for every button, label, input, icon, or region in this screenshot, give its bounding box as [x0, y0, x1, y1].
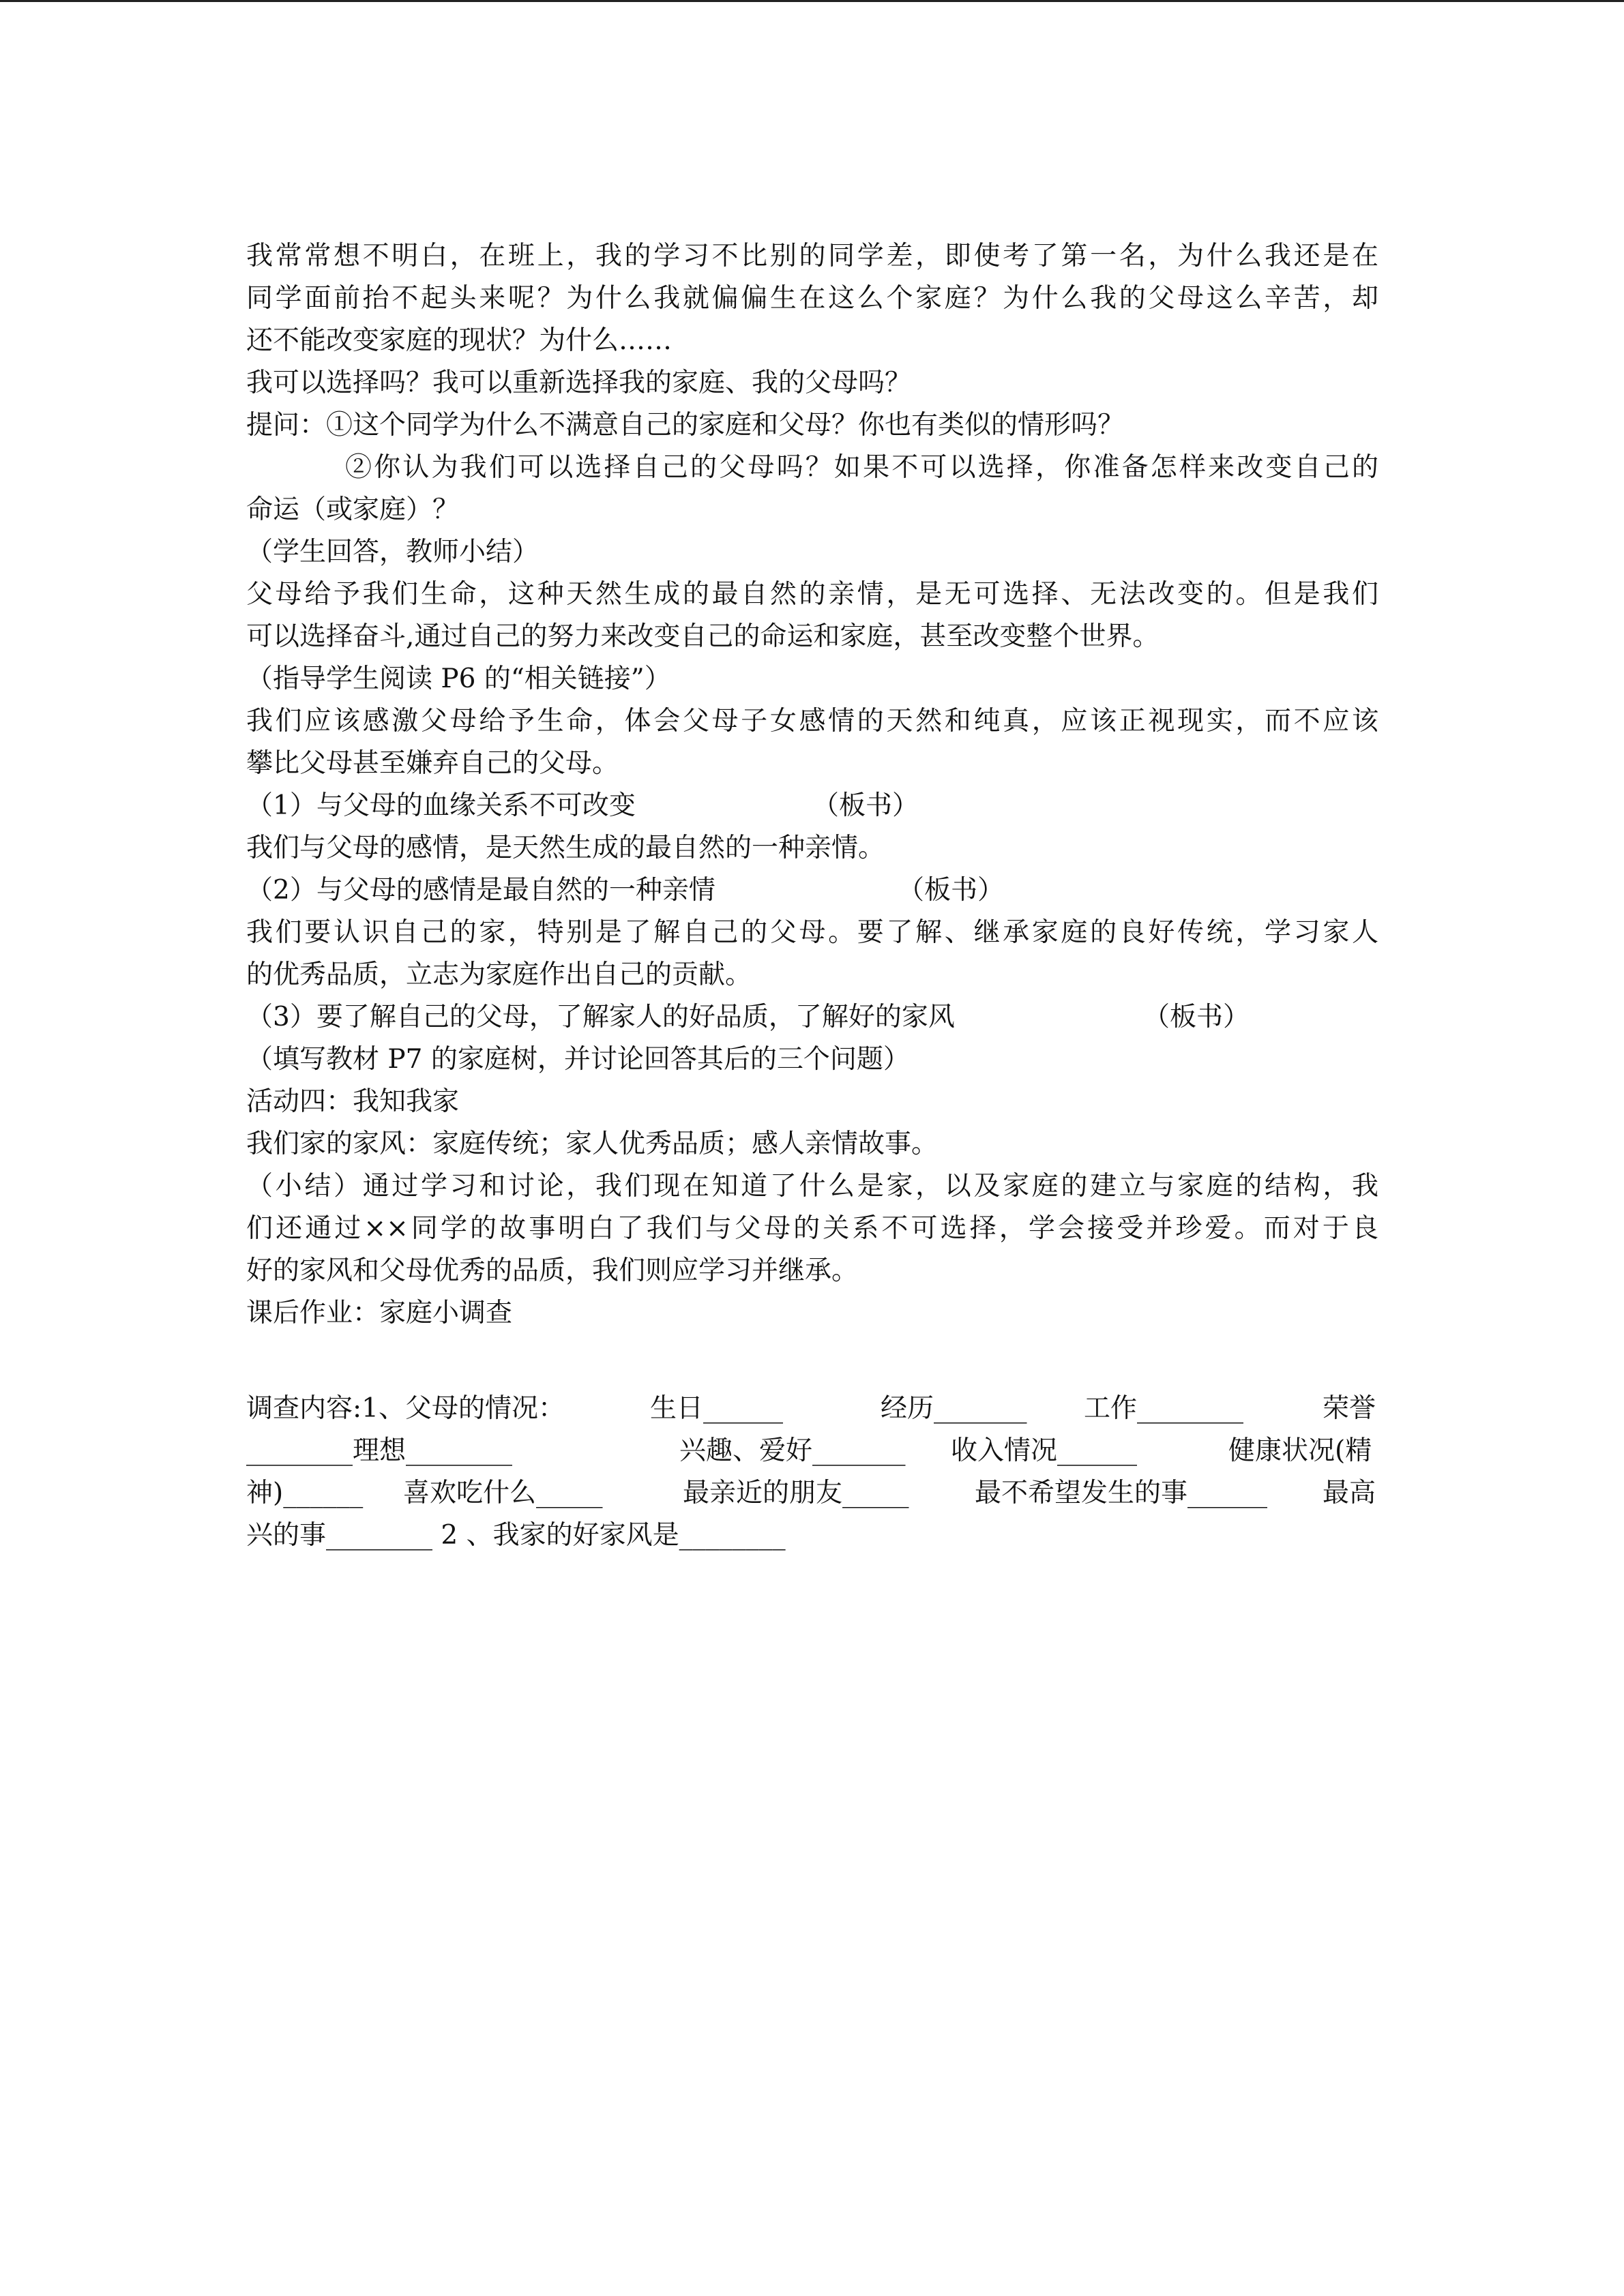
question-line: ②你认为我们可以选择自己的父母吗？如果不可以选择，你准备怎样来改变自己的: [345, 452, 1378, 483]
paragraph-line: （小结）通过学习和讨论，我们现在知道了什么是家，以及家庭的建立与家庭的结构，我: [246, 1171, 1378, 1202]
survey-line: [246, 1388, 1378, 1430]
paragraph-line: 可以选择奋斗,通过自己的努力来改变自己的命运和家庭，甚至改变整个世界。: [246, 621, 1160, 652]
board-note: （板书）: [898, 875, 1005, 906]
paragraph-line: 们还通过××同学的故事明白了我们与父母的关系不可选择，学会接受并珍爱。而对于良: [246, 1213, 1378, 1244]
paragraph-line: （填写教材 P7 的家庭树，并讨论回答其后的三个问题）: [246, 1044, 910, 1075]
paragraph-line: 我们要认识自己的家，特别是了解自己的父母。要了解、继承家庭的良好传统，学习家人: [246, 917, 1378, 948]
survey-line: [246, 1430, 1378, 1472]
heading-line: [246, 785, 1378, 827]
survey-item: 最不希望发生的事______: [975, 1478, 1268, 1508]
heading-line: [246, 869, 1378, 912]
homework-title: 课后作业：家庭小调查: [246, 1298, 513, 1328]
paragraph-line: 我们与父母的感情，是天然生成的最自然的一种亲情。: [246, 833, 885, 863]
paragraph-line: 的优秀品质，立志为家庭作出自己的贡献。: [246, 959, 752, 990]
survey-item: ________理想________: [246, 1435, 513, 1466]
survey-line: 兴的事________ 2 、我家的好家风是________: [246, 1520, 786, 1551]
paragraph-line: 攀比父母甚至嫌弃自己的父母。: [246, 748, 619, 779]
survey-item: 生日______: [650, 1393, 784, 1424]
heading-text: （1）与父母的血缘关系不可改变: [246, 790, 636, 821]
survey-item: 最亲近的朋友_____: [683, 1478, 909, 1508]
paragraph-line: 活动四：我知我家: [246, 1086, 460, 1117]
survey-item: 荣誉: [1323, 1393, 1376, 1424]
top-border-line: [0, 0, 1624, 2]
paragraph-line: 我常常想不明白，在班上，我的学习不比别的同学差，即使考了第一名，为什么我还是在: [246, 241, 1378, 271]
survey-item: 经历_______: [881, 1393, 1027, 1424]
paragraph-line: 命运（或家庭）？: [246, 494, 460, 525]
paragraph-line: 还不能改变家庭的现状？为什么……: [246, 325, 673, 356]
survey-item: 兴趣、爱好_______: [679, 1435, 906, 1466]
question-line: 提问：①这个同学为什么不满意自己的家庭和父母？你也有类似的情形吗？: [246, 410, 1125, 441]
heading-line: [246, 996, 1378, 1039]
paragraph-line: 同学面前抬不起头来呢？为什么我就偏偏生在这么个家庭？为什么我的父母这么辛苦，却: [246, 283, 1378, 314]
survey-item: 最高: [1323, 1478, 1376, 1508]
heading-text: （3）要了解自己的父母，了解家人的好品质，了解好的家风: [246, 1002, 955, 1032]
paragraph-line: 我可以选择吗？我可以重新选择我的家庭、我的父母吗？: [246, 368, 912, 398]
paragraph-line: 我们家的家风：家庭传统；家人优秀品质；感人亲情故事。: [246, 1129, 939, 1159]
paragraph-line: 好的家风和父母优秀的品质，我们则应学习并继承。: [246, 1255, 859, 1286]
survey-item: 健康状况(精: [1228, 1435, 1372, 1466]
survey-item: 收入情况______: [951, 1435, 1138, 1466]
survey-item: 工作________: [1084, 1393, 1244, 1424]
paragraph-line: （指导学生阅读 P6 的“相关链接”）: [246, 664, 671, 694]
paragraph-line: （学生回答，教师小结）: [246, 537, 540, 567]
survey-item: 神)______: [246, 1478, 364, 1508]
board-note: （板书）: [812, 790, 919, 821]
paragraph-line: 我们应该感激父母给予生命，体会父母子女感情的天然和纯真，应该正视现实，而不应该: [246, 706, 1378, 736]
board-note: （板书）: [1143, 1002, 1250, 1032]
heading-text: （2）与父母的感情是最自然的一种亲情: [246, 875, 715, 906]
survey-item: 调查内容:1、父母的情况：: [246, 1393, 565, 1424]
survey-item: 喜欢吃什么_____: [403, 1478, 603, 1508]
paragraph-line: 父母给予我们生命，这种天然生成的最自然的亲情，是无可选择、无法改变的。但是我们: [246, 579, 1378, 610]
survey-line: [246, 1472, 1378, 1515]
